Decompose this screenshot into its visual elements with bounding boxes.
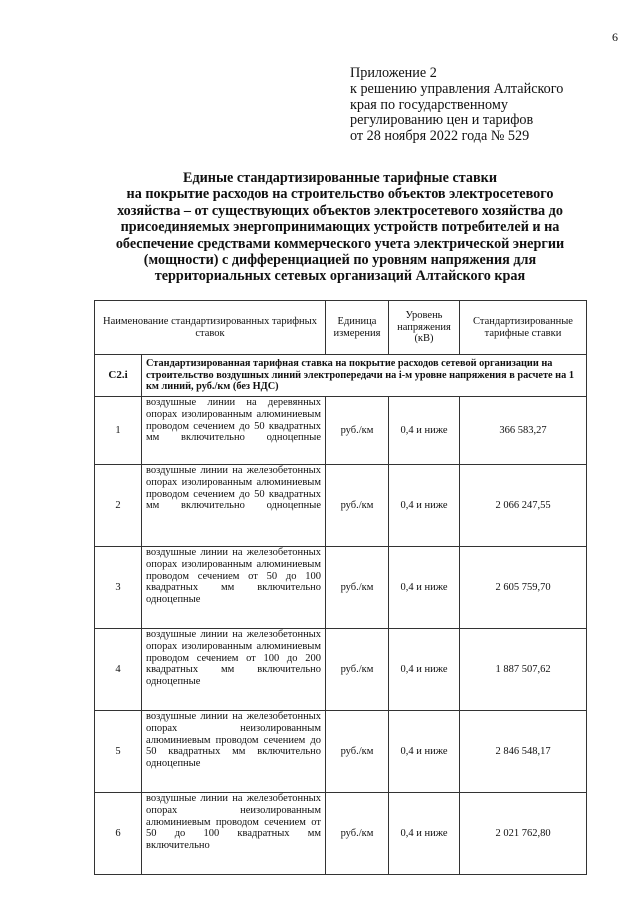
row-unit: руб./км	[326, 465, 389, 547]
row-description	[142, 397, 326, 465]
header-voltage: Уровень напряжения (кВ)	[389, 301, 460, 355]
row-description	[142, 629, 326, 711]
row-number: 6	[95, 793, 142, 875]
row-rate: 2 066 247,55	[460, 465, 587, 547]
row-description	[142, 793, 326, 875]
title-line: хозяйства – от существующих объектов электросетевого хозяйства до	[117, 202, 563, 219]
appendix-line: Приложение 2	[350, 65, 437, 81]
row-voltage: 0,4 и ниже	[389, 711, 460, 793]
appendix-line: края по государственному	[350, 96, 508, 113]
row-rate: 2 605 759,70	[460, 547, 587, 629]
section-title: Стандартизированная тарифная ставка на покрытие расходов сетевой организации на строительство воздушных линий электропередачи на i-м уровне напряжения в расчете на 1 км линий, руб./км (без НДС)	[142, 355, 587, 397]
row-voltage: 0,4 и ниже	[389, 465, 460, 547]
row-description-text: воздушные линии на железобетонных опорах неизолированным алюминиевым проводом сечением до 50 квадратных мм включительно одноцепные	[146, 711, 321, 770]
row-number: 1	[95, 397, 142, 465]
table-body	[95, 397, 587, 875]
row-rate: 2 021 762,80	[460, 793, 587, 875]
table-row	[95, 547, 587, 629]
row-rate: 366 583,27	[460, 397, 587, 465]
table-row	[95, 793, 587, 875]
table-header-row	[95, 301, 587, 355]
tariff-table	[94, 300, 587, 875]
row-unit: руб./км	[326, 629, 389, 711]
page-number: 6	[612, 30, 618, 44]
appendix-block	[350, 66, 620, 145]
table-row	[95, 397, 587, 465]
row-rate: 1 887 507,62	[460, 629, 587, 711]
table-row	[95, 711, 587, 793]
row-description-text: воздушные линии на железобетонных опорах изолированным алюминиевым проводом сечением от 100 до 200 квадратных мм включительно одноцепные	[146, 629, 321, 688]
row-number: 3	[95, 547, 142, 629]
appendix-line: к решению управления Алтайского	[350, 80, 564, 97]
header-name: Наименование стандартизированных тарифных ставок	[95, 301, 326, 355]
row-voltage: 0,4 и ниже	[389, 397, 460, 465]
row-rate: 2 846 548,17	[460, 711, 587, 793]
row-number: 2	[95, 465, 142, 547]
table-row	[95, 629, 587, 711]
row-description	[142, 711, 326, 793]
title-line: присоединяемых энергопринимающих устройств потребителей и на	[120, 219, 560, 236]
header-rate: Стандартизированные тарифные ставки	[460, 301, 587, 355]
section-row	[95, 355, 587, 397]
title-line: Единые стандартизированные тарифные ставки	[182, 170, 498, 186]
row-unit: руб./км	[326, 793, 389, 875]
row-unit: руб./км	[326, 711, 389, 793]
title-line: территориальных сетевых организаций Алтайского края	[154, 268, 526, 285]
row-unit: руб./км	[326, 547, 389, 629]
title-line: (мощности) с дифференциацией по уровням напряжения для	[143, 252, 537, 269]
row-description	[142, 465, 326, 547]
row-voltage: 0,4 и ниже	[389, 547, 460, 629]
appendix-line: регулированию цен и тарифов	[350, 112, 534, 129]
row-description-text: воздушные линии на деревянных опорах изолированным алюминиевым проводом сечением до 50 квадратных мм включительно одноцепные	[146, 397, 321, 444]
section-code: С2.i	[95, 355, 142, 397]
row-description	[142, 547, 326, 629]
row-voltage: 0,4 и ниже	[389, 793, 460, 875]
row-number: 5	[95, 711, 142, 793]
row-description-text: воздушные линии на железобетонных опорах изолированным алюминиевым проводом сечением до 50 квадратных мм включительно одноцепные	[146, 465, 321, 512]
title-line: обеспечение средствами коммерческого учета электрической энергии	[115, 235, 565, 252]
header-unit: Единица измерения	[326, 301, 389, 355]
table-row	[95, 465, 587, 547]
row-unit: руб./км	[326, 397, 389, 465]
row-number: 4	[95, 629, 142, 711]
row-voltage: 0,4 и ниже	[389, 629, 460, 711]
title-line: на покрытие расходов на строительство объектов электросетевого	[126, 186, 554, 203]
row-description-text: воздушные линии на железобетонных опорах изолированным алюминиевым проводом сечением от 50 до 100 квадратных мм включительно одноцепные	[146, 547, 321, 606]
row-description-text: воздушные линии на железобетонных опорах неизолированным алюминиевым проводом сечением от 50 до 100 квадратных мм включительно	[146, 793, 321, 852]
document-title	[90, 170, 590, 285]
appendix-line: от 28 ноября 2022 года № 529	[350, 128, 530, 145]
